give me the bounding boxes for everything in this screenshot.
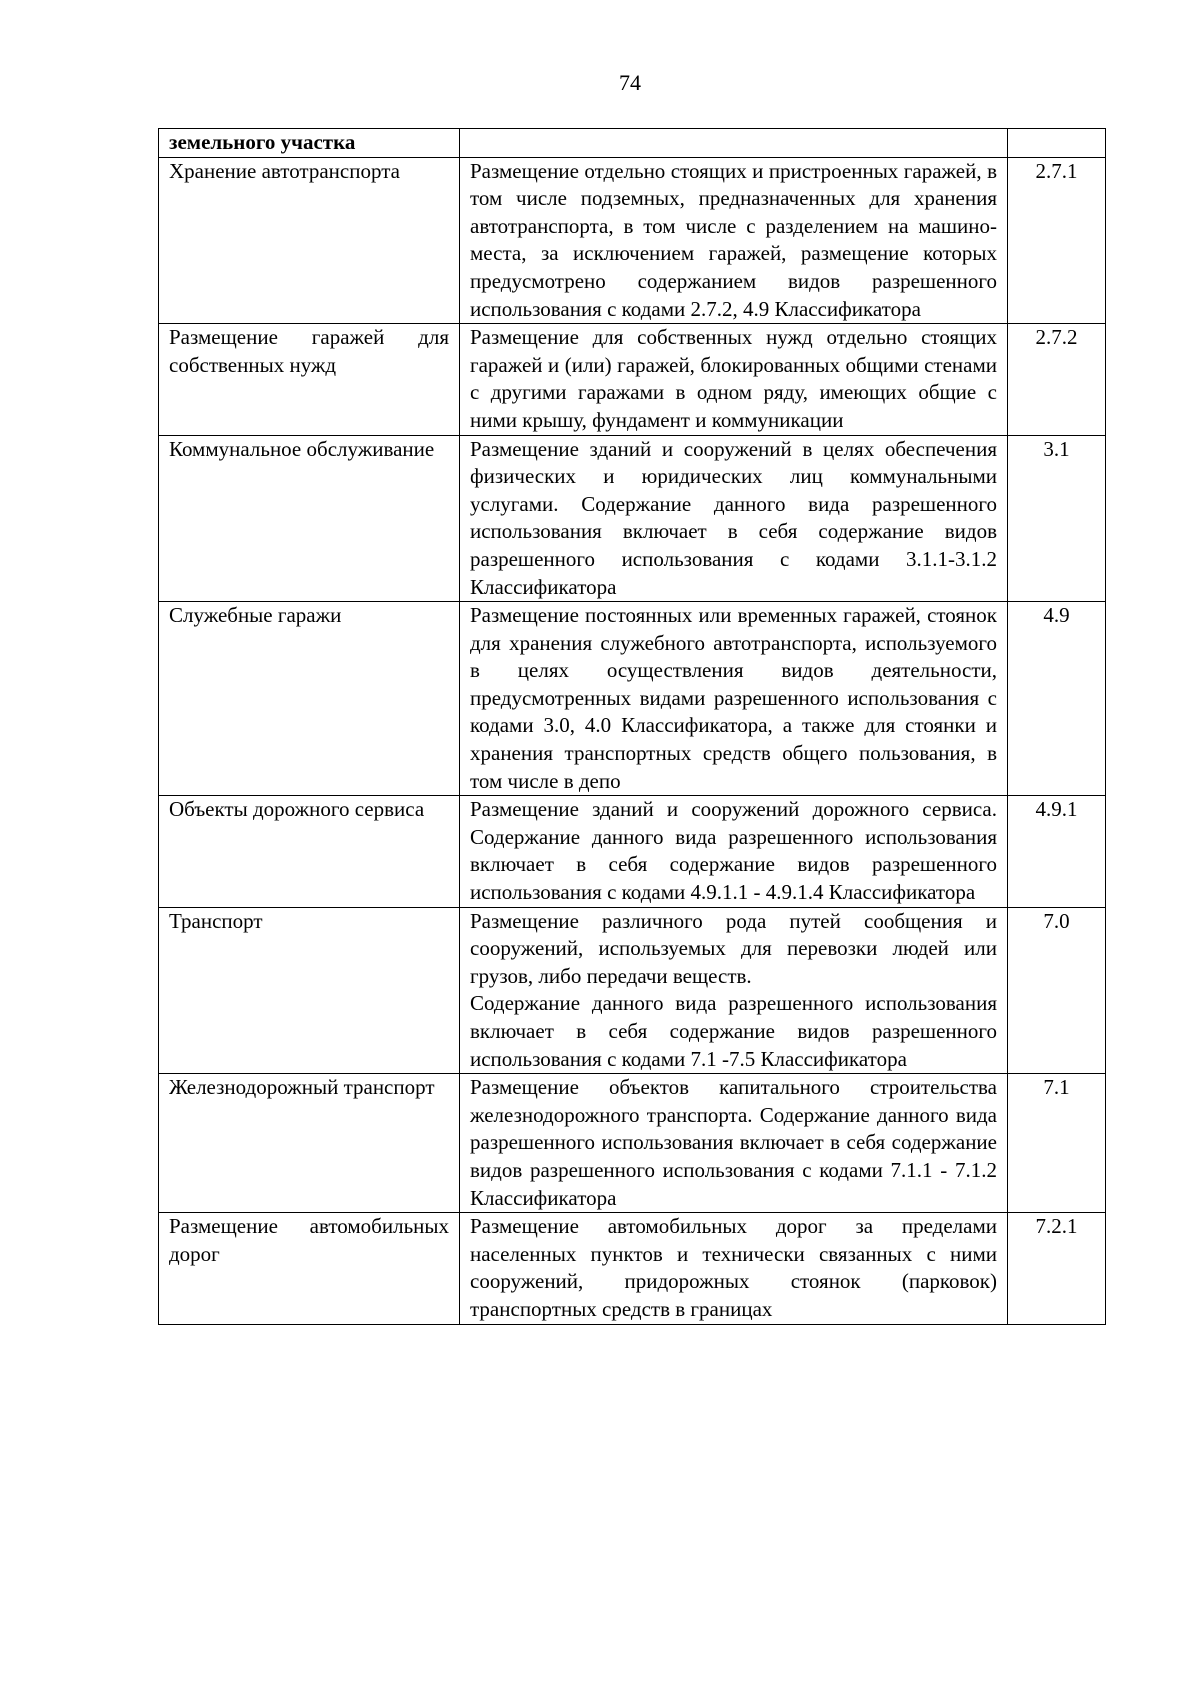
land-use-code: 7.1 xyxy=(1008,1074,1106,1213)
land-use-code: 3.1 xyxy=(1008,435,1106,602)
land-use-type-name: Транспорт xyxy=(159,907,460,1074)
header-cell-empty xyxy=(1008,129,1106,158)
land-use-description xyxy=(460,435,1008,602)
land-use-type-name: Железнодорожный транспорт xyxy=(159,1074,460,1213)
description-paragraph: Размещение различного рода путей сообщения и сооружений, используемых для перевозки людей или грузов, либо передачи веществ. xyxy=(470,908,997,988)
land-use-type-name: Объекты дорожного сервиса xyxy=(159,796,460,907)
land-use-type-name: Размещение автомобильных дорог xyxy=(159,1213,460,1324)
land-use-code: 4.9.1 xyxy=(1008,796,1106,907)
table-header-continuation-row xyxy=(159,129,1106,158)
header-cell-empty xyxy=(460,129,1008,158)
land-use-type-name: Служебные гаражи xyxy=(159,602,460,796)
land-use-description xyxy=(460,1213,1008,1324)
land-use-description xyxy=(460,602,1008,796)
table-row xyxy=(159,602,1106,796)
table-row xyxy=(159,907,1106,1074)
description-paragraph: Размещение для собственных нужд отдельно стоящих гаражей и (или) гаражей, блокированных общими стенами с другими гаражами в одном ряду, имеющих общие с ними крышу, фундамент и коммуникации xyxy=(470,325,997,432)
land-use-code: 2.7.1 xyxy=(1008,157,1106,324)
table-row xyxy=(159,324,1106,435)
table-row xyxy=(159,435,1106,602)
description-paragraph: Размещение постоянных или временных гаражей, стоянок для хранения служебного автотранспорта, используемого в целях осуществления видов деятельности, предусмотренных видами разрешенного использования с кодами 3.0, 4.0 Классификатора, а также для стоянки и хранения транспортных средств общего пользования, в том числе в депо xyxy=(470,603,997,793)
land-use-type-name: Хранение автотранспорта xyxy=(159,157,460,324)
land-use-description xyxy=(460,324,1008,435)
land-use-code: 7.2.1 xyxy=(1008,1213,1106,1324)
description-paragraph: Размещение зданий и сооружений в целях обеспечения физических и юридических лиц коммунальными услугами. Содержание данного вида разрешенного использования включает в себя содержание видов разрешенного использования с кодами 3.1.1-3.1.2 Классификатора xyxy=(470,436,997,599)
land-use-description xyxy=(460,1074,1008,1213)
land-use-description xyxy=(460,796,1008,907)
land-use-type-name: Размещение гаражей для собственных нужд xyxy=(159,324,460,435)
header-cell-land-plot: земельного участка xyxy=(159,129,460,158)
table-row xyxy=(159,1074,1106,1213)
table-row xyxy=(159,157,1106,324)
table-row xyxy=(159,1213,1106,1324)
land-use-type-name: Коммунальное обслуживание xyxy=(159,435,460,602)
table-body xyxy=(159,129,1106,1325)
land-use-description xyxy=(460,157,1008,324)
description-paragraph: Размещение отдельно стоящих и пристроенных гаражей, в том числе подземных, предназначенных для хранения автотранспорта, в том числе с разделением на машино-места, за исключением гаражей, размещение которых предусмотрено содержанием видов разрешенного использования с кодами 2.7.2, 4.9 Классификатора xyxy=(470,158,997,321)
table-row xyxy=(159,796,1106,907)
land-use-code: 7.0 xyxy=(1008,907,1106,1074)
land-use-code: 4.9 xyxy=(1008,602,1106,796)
land-use-description xyxy=(460,907,1008,1074)
land-use-code: 2.7.2 xyxy=(1008,324,1106,435)
description-paragraph: Содержание данного вида разрешенного использования включает в себя содержание видов разрешенного использования с кодами 7.1 -7.5 Классификатора xyxy=(470,991,997,1071)
land-use-table xyxy=(158,128,1106,1325)
page-number: 74 xyxy=(619,70,641,95)
description-paragraph: Размещение объектов капитального строительства железнодорожного транспорта. Содержание данного вида разрешенного использования включает в себя содержание видов разрешенного использования с кодами 7.1.1 - 7.1.2 Классификатора xyxy=(470,1075,997,1210)
description-paragraph: Размещение зданий и сооружений дорожного сервиса. Содержание данного вида разрешенного использования включает в себя содержание видов разрешенного использования с кодами 4.9.1.1 - 4.9.1.4 Классификатора xyxy=(470,797,997,905)
description-paragraph: Размещение автомобильных дорог за пределами населенных пунктов и технически связанных с ними сооружений, придорожных стоянок (парковок) транспортных средств в границах xyxy=(470,1214,997,1321)
